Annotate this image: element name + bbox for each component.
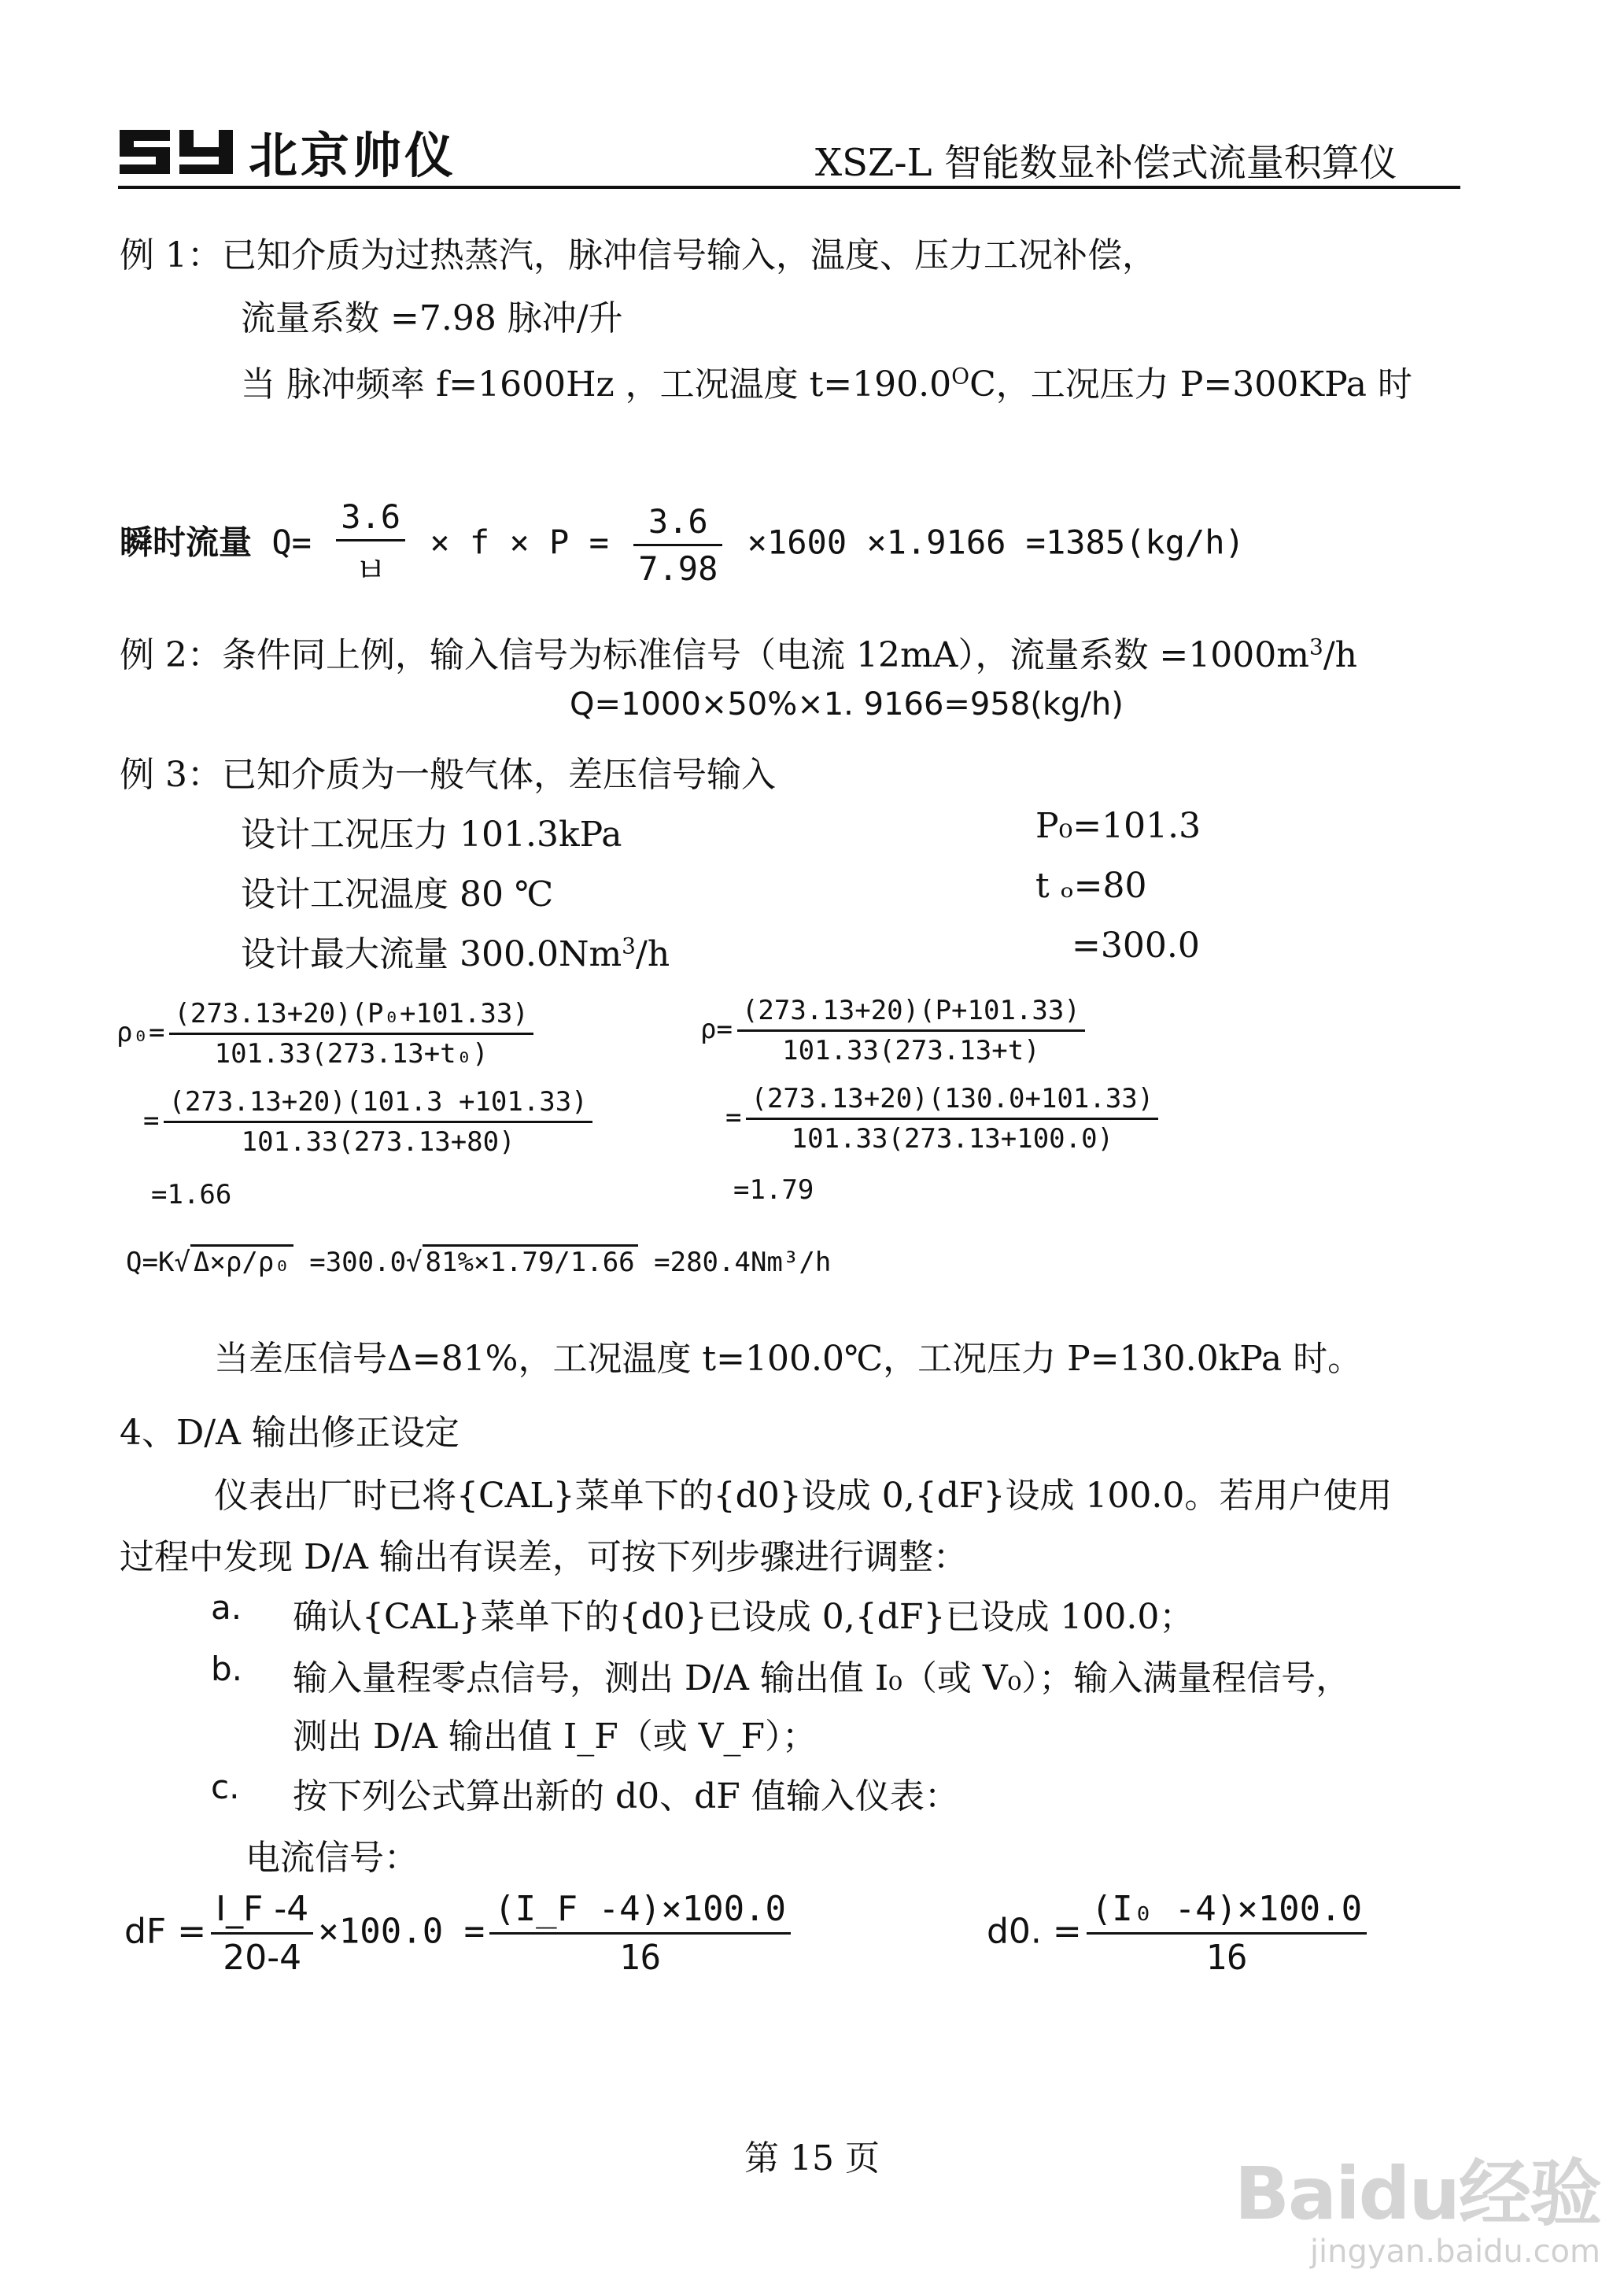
sy-logo-mark-icon xyxy=(120,130,238,174)
example3-q-formula: Q=K√ Δ×ρ/ρ₀ =300.0√ 81%×1.79/1.66 =280.4Nm³/h xyxy=(126,1247,831,1278)
step-a-label: a. xyxy=(211,1588,242,1627)
step-b-label: b. xyxy=(211,1650,243,1688)
rho-formula: ρ= $\frac{(273.13+20)(P+101.33)}{101.33(273.13+t)}$ xyxy=(700,995,1090,1066)
header-divider xyxy=(118,186,1460,189)
section4-para-line1: 仪表出厂时已将{CAL}菜单下的{d0}设成 0,{dF}设成 100.0。若用户使用 xyxy=(214,1476,1393,1516)
current-signal-label: 电流信号： xyxy=(245,1838,419,1878)
fraction: $\frac{\text{(273.13+20)(P₀+101.33)}}{\text{101.33(273.13+t₀)}}$ xyxy=(169,998,533,1070)
section4-title: 4、D/A 输出修正设定 xyxy=(120,1413,460,1453)
rho-substitution: = $\frac{(273.13+20)(130.0+101.33)}{101.33(273.13+100.0)}$ xyxy=(725,1083,1163,1155)
step-c-text: 按下列公式算出新的 d0、dF 值输入仪表： xyxy=(293,1776,959,1816)
dF-formula: dF = $\frac{I\_F -4}{20-4}$ ×100.0 = $\frac{(I\_F -4)\times 100.0}{16}$ xyxy=(124,1889,795,1978)
rho0-formula: ρ₀= $\frac{\text{(273.13+20)(P₀+101.33)}}{\text{101.33(273.13+t₀)}}$ xyxy=(116,998,538,1070)
example1-line2: 流量系数 =7.98 脉冲/升 xyxy=(241,298,623,338)
example3-condition: 当差压信号Δ=81%，工况温度 t=100.0℃，工况压力 P=130.0kPa 时。 xyxy=(214,1339,1363,1379)
fraction: $\frac{\text{(I₀ -4)×100.0}}{16}$ xyxy=(1087,1889,1367,1978)
baidu-watermark xyxy=(1235,2136,1600,2270)
step-b-text-line1: 输入量程零点信号，测出 D/A 输出值 I₀（或 V₀）；输入满量程信号， xyxy=(293,1658,1351,1698)
rho0-substitution: = $\frac{(273.13+20)(101.3 +101.33)}{101.33(273.13+80)}$ xyxy=(143,1086,597,1158)
design-temperature-label: 设计工况温度 80 ℃ xyxy=(241,874,554,915)
design-max-flow-label: 设计最大流量 300.0Nm$^3$/h xyxy=(241,933,670,974)
watermark-logo: Baidu经验 xyxy=(1234,2152,1600,2236)
example1-line1: 例 1：已知介质为过热蒸汽，脉冲信号输入，温度、压力工况补偿， xyxy=(120,235,1157,275)
watermark-url: jingyan.baidu.com xyxy=(1309,2234,1600,2270)
design-max-flow-value: =300.0 xyxy=(1072,926,1200,966)
rho0-result: =1.66 xyxy=(151,1179,232,1210)
fraction: $\frac{(273.13+20)(P+101.33)}{101.33(273.13+t)}$ xyxy=(737,995,1085,1066)
step-a-text: 确认{CAL}菜单下的{d0}已设成 0,{dF}已设成 100.0； xyxy=(293,1597,1194,1637)
page-number: 第 15 页 xyxy=(744,2138,880,2179)
fraction: $\frac{3.6}{\text{ㅂ}}$ xyxy=(336,497,405,592)
fraction: $\frac{(273.13+20)(130.0+101.33)}{101.33(273.13+100.0)}$ xyxy=(746,1083,1158,1155)
example3-line1: 例 3：已知介质为一般气体，差压信号输入 xyxy=(120,755,776,795)
step-c-label: c. xyxy=(211,1768,240,1806)
company-logo xyxy=(120,116,457,184)
example2-formula: Q=1000×50%×1. 9166=958(kg/h) xyxy=(570,686,1124,722)
formula-label: 瞬时流量 xyxy=(120,523,253,562)
fraction: $\frac{I\_F -4}{20-4}$ xyxy=(211,1889,313,1978)
fraction: $\frac{(I\_F -4)\times 100.0}{16}$ xyxy=(489,1889,791,1978)
rho-result: =1.79 xyxy=(733,1174,814,1206)
d0-formula: d0. = $\frac{\text{(I₀ -4)×100.0}}{16}$ xyxy=(987,1889,1371,1978)
fraction: $\frac{(273.13+20)(101.3 +101.33)}{101.33(273.13+80)}$ xyxy=(164,1086,592,1158)
design-temperature-value: t ₒ=80 xyxy=(1035,866,1147,906)
section4-para-line2: 过程中发现 D/A 输出有误差，可按下列步骤进行调整： xyxy=(120,1537,968,1577)
design-pressure-label: 设计工况压力 101.3kPa xyxy=(241,815,622,855)
company-name: 北京帅仪 xyxy=(249,127,457,184)
example2-line1: 例 2：条件同上例，输入信号为标准信号（电流 12mA），流量系数 $=1000m^3/h$ xyxy=(120,634,1358,675)
design-pressure-value: P₀=101.3 xyxy=(1035,806,1201,846)
example1-line3: 当 脉冲频率 f=1600Hz ，工况温度 $t=190.0^OC$，工况压力 P=300KPa 时 xyxy=(241,363,1412,405)
example1-formula: 瞬时流量 Q= $\frac{3.6}{\text{ㅂ}}$ × f × P = $\frac{3.6}{7.98}$ ×1600 ×1.9166 =1385(kg/h) xyxy=(120,497,1245,592)
document-title: XSZ-L 智能数显补偿式流量积算仪 xyxy=(815,141,1397,185)
fraction: $\frac{3.6}{7.98}$ xyxy=(633,502,722,588)
step-b-text-line2: 测出 D/A 输出值 I_F（或 V_F）； xyxy=(293,1717,818,1757)
